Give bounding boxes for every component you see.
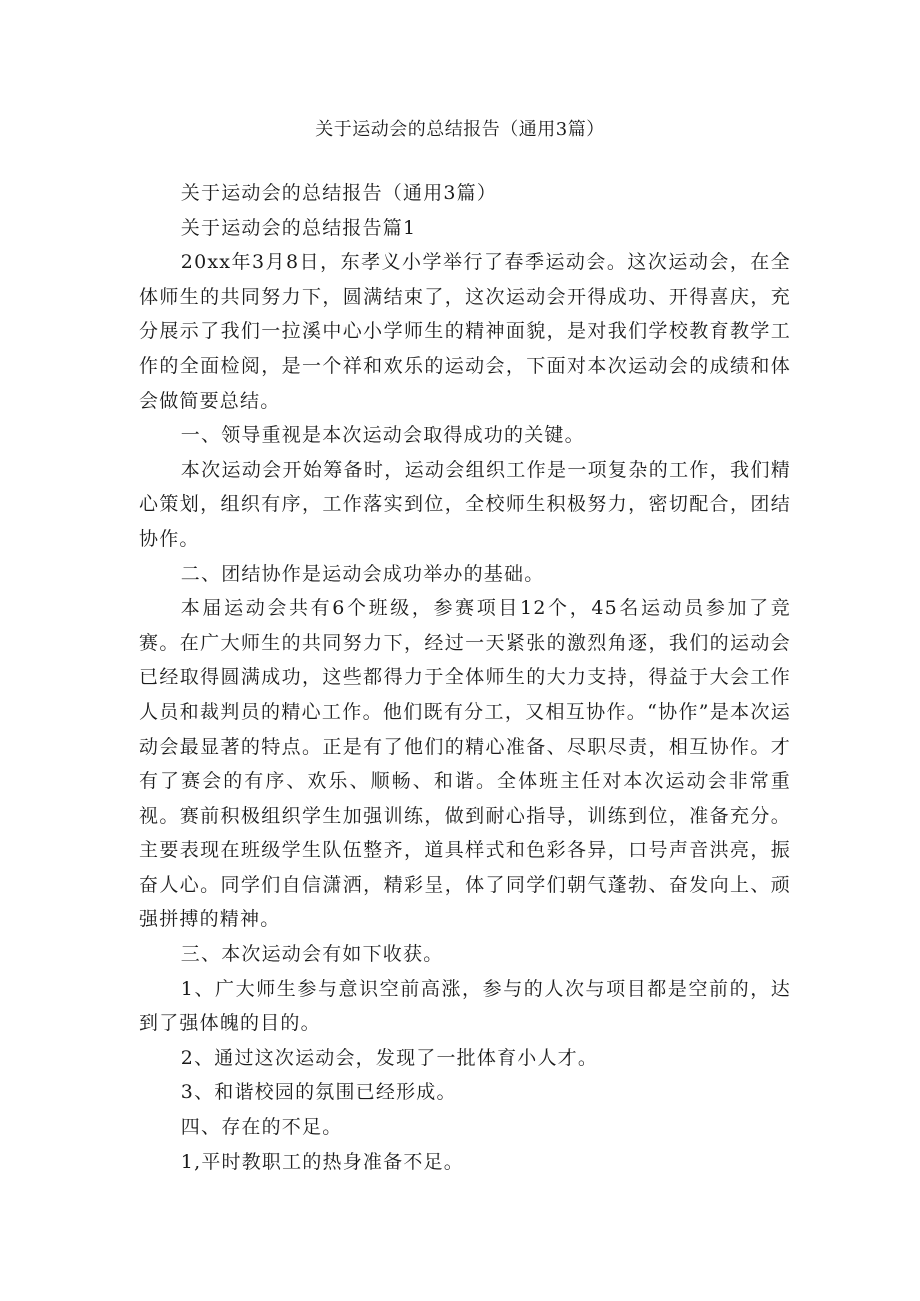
paragraph-heading-1: 一、领导重视是本次运动会取得成功的关键。	[180, 424, 585, 447]
paragraph-heading-4: 四、存在的不足。	[180, 1116, 343, 1139]
document-body	[139, 176, 791, 1179]
paragraph-intro: 20xx年3月8日，东孝义小学举行了春季运动会。这次运动会，在全体师生的共同努力下，圆满结束了，这次运动会开得成功、开得喜庆，充分展示了我们一拉溪中心小学师生的精神面貌，是对我们学校教育教学工作的全面检阅，是一个祥和欢乐的运动会，下面对本次运动会的成绩和体会做简要总结。	[139, 251, 791, 412]
paragraph-subtitle: 关于运动会的总结报告（通用3篇）	[180, 182, 498, 204]
paragraph-section-heading: 关于运动会的总结报告篇1	[180, 216, 417, 239]
paragraph-heading-3: 三、本次运动会有如下收获。	[180, 943, 444, 966]
paragraph-body-1: 本次运动会开始筹备时，运动会组织工作是一项复杂的工作，我们精心策划，组织有序，工作落实到位，全校师生积极努力，密切配合，团结协作。	[139, 458, 791, 550]
paragraph-item-4: 1,平时教职工的热身准备不足。	[180, 1150, 464, 1173]
paragraph-item-3: 3、和谐校园的氛围已经形成。	[180, 1081, 457, 1104]
paragraph-item-2: 2、通过这次运动会，发现了一批体育小人才。	[180, 1046, 599, 1069]
document-title: 关于运动会的总结报告（通用3篇）	[315, 119, 605, 140]
paragraph-heading-2: 二、团结协作是运动会成功举办的基础。	[180, 562, 545, 585]
paragraph-body-2: 本届运动会共有6个班级，参赛项目12个，45名运动员参加了竞赛。在广大师生的共同努力下，经过一天紧张的激烈角逐，我们的运动会已经取得圆满成功，这些都得力于全体师生的大力支持，得益于大会工作人员和裁判员的精心工作。他们既有分工，又相互协作。“协作”是本次运动会最显著的特点。正是有了他们的精心准备、尽职尽责，相互协作。才有了赛会的有序、欢乐、顺畅、和谐。全体班主任对本次运动会非常重视。赛前积极组织学生加强训练，做到耐心指导，训练到位，准备充分。主要表现在班级学生队伍整齐，道具样式和色彩各异，口号声音洪亮，振奋人心。同学们自信潇洒，精彩呈，体了同学们朝气蓬勃、奋发向上、顽强拼搏的精神。	[139, 597, 791, 931]
paragraph-item-1: 1、广大师生参与意识空前高涨，参与的人次与项目都是空前的，达到了强体魄的目的。	[139, 977, 791, 1035]
